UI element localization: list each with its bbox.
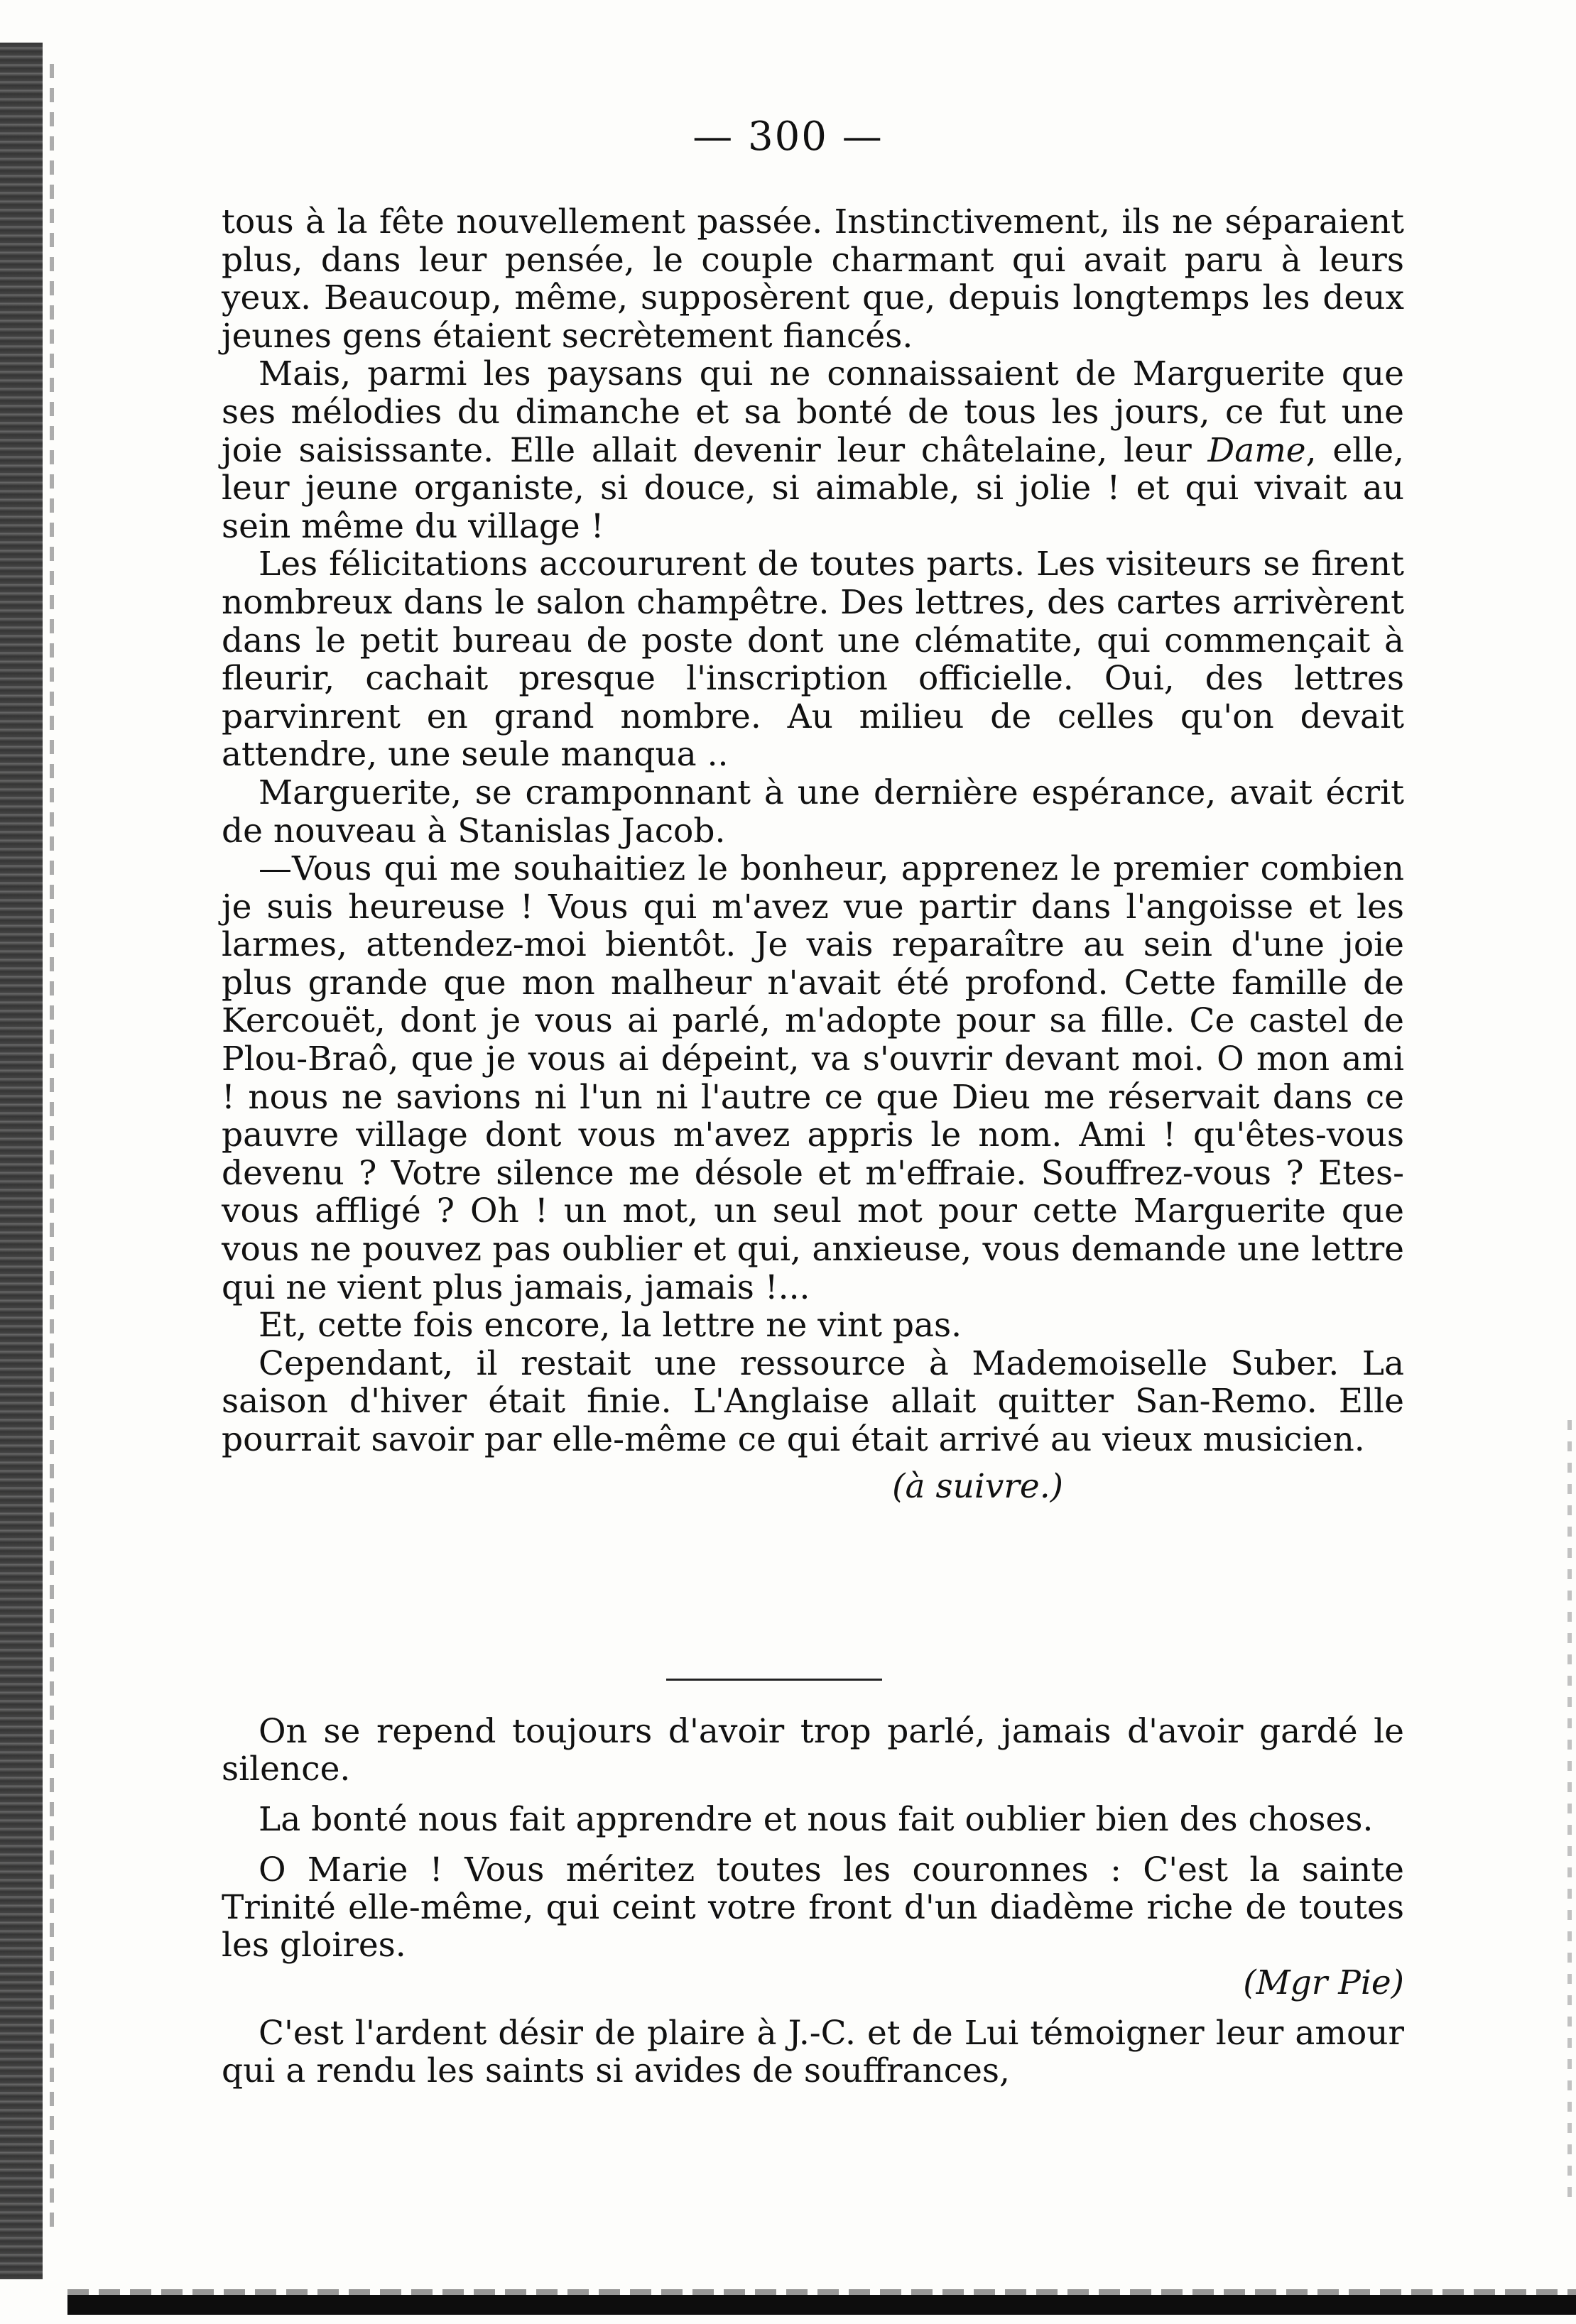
maxim: C'est l'ardent désir de plaire à J.-C. et de Lui témoigner leur amour qui a rendu les saints si avides de souffrances, xyxy=(222,2014,1404,2090)
paragraph: —Vous qui me souhaitiez le bonheur, apprenez le premier combien je suis heureuse ! Vous qui m'avez vue partir dans l'angoisse et les larmes, attendez-moi bientôt. Je vais reparaître au sein d'une joie plus grande que mon malheur n'avait été profond. Cette famille de Kercouët, dont je vous ai parlé, m'adopte pour sa fille. Ce castel de Plou-Braô, que je vous ai dépeint, va s'ouvrir devant moi. O mon ami ! nous ne savions ni l'un ni l'autre ce que Dieu me réservait dans ce pauvre village dont vous m'avez appris le nom. Ami ! qu'êtes-vous devenu ? Votre silence me désole et m'effraie. Souffrez-vous ? Etes-vous affligé ? Oh ! un mot, un seul mot pour cette Marguerite que vous ne pouvez pas oublier et qui, anxieuse, vous demande une lettre qui ne vient plus jamais, jamais !... xyxy=(222,849,1404,1307)
maxim: On se repend toujours d'avoir trop parlé, jamais d'avoir gardé le silence. xyxy=(222,1712,1404,1789)
binding-edge-marks xyxy=(50,64,54,2230)
paragraph-text: Mais, parmi les paysans qui ne connaissaient de Marguerite que ses mélodies du dimanche et sa bonté de tous les jours, ce fut une joie saisissante. Elle allait devenir leur châtelaine, leur xyxy=(222,354,1404,470)
binding-edge-shadow xyxy=(0,43,43,2279)
paragraph: Et, cette fois encore, la lettre ne vint pas. xyxy=(259,1306,962,1346)
right-edge-marks xyxy=(1567,1420,1572,2201)
paragraph: Les félicitations accoururent de toutes parts. Les visiteurs se firent nombreux dans le salon champêtre. Des lettres, des cartes arrivèrent dans le petit bureau de poste dont une clématite, qui commençait à fleurir, cachait presque l'inscription officielle. Oui, des lettres parvinrent en grand nombre. Au milieu de celles qu'on devait attendre, une seule manqua .. xyxy=(222,545,1404,775)
paragraph xyxy=(222,355,1404,545)
maxim-attribution: (Mgr Pie) xyxy=(1243,1963,1404,2002)
paragraph-text: , elle, leur jeune organiste, si douce, si aimable, si jolie ! et qui vivait au sein même du village ! xyxy=(222,430,1404,546)
paragraph: Marguerite, se cramponnant à une dernière espérance, avait écrit de nouveau à Stanislas Jacob. xyxy=(222,773,1404,851)
main-text xyxy=(222,203,1404,1505)
maxim: La bonté nous fait apprendre et nous fait oublier bien des choses. xyxy=(259,1800,1374,1839)
section-divider xyxy=(666,1679,882,1681)
bottom-edge-shadow xyxy=(67,2295,1576,2315)
maxim xyxy=(222,1851,1404,2002)
bottom-edge-marks xyxy=(67,2289,1576,2295)
paragraph: Cependant, il restait une ressource à Mademoiselle Suber. La saison d'hiver était finie. L'Anglaise allait quitter San-Remo. Elle pourrait savoir par elle-même ce qui était arrivé au vieux musicien. xyxy=(222,1343,1404,1459)
page-number: — 300 — xyxy=(692,114,884,160)
maxim-text: O Marie ! Vous méritez toutes les couronnes : C'est la sainte Trinité elle-même, qui ceint votre front d'un diadème riche de toutes les gloires. xyxy=(222,1850,1404,1965)
paragraph: tous à la fête nouvellement passée. Instinctivement, ils ne séparaient plus, dans leur pensée, le couple charmant qui avait paru à leurs yeux. Beaucoup, même, supposèrent que, depuis longtemps les deux jeunes gens étaient secrètement fiancés. xyxy=(222,202,1404,356)
to-be-continued: (à suivre.) xyxy=(892,1466,1063,1506)
attribution-line xyxy=(222,1964,1404,2002)
emphasis-dame: Dame xyxy=(1207,430,1306,470)
maxims-section xyxy=(222,1713,1404,2102)
